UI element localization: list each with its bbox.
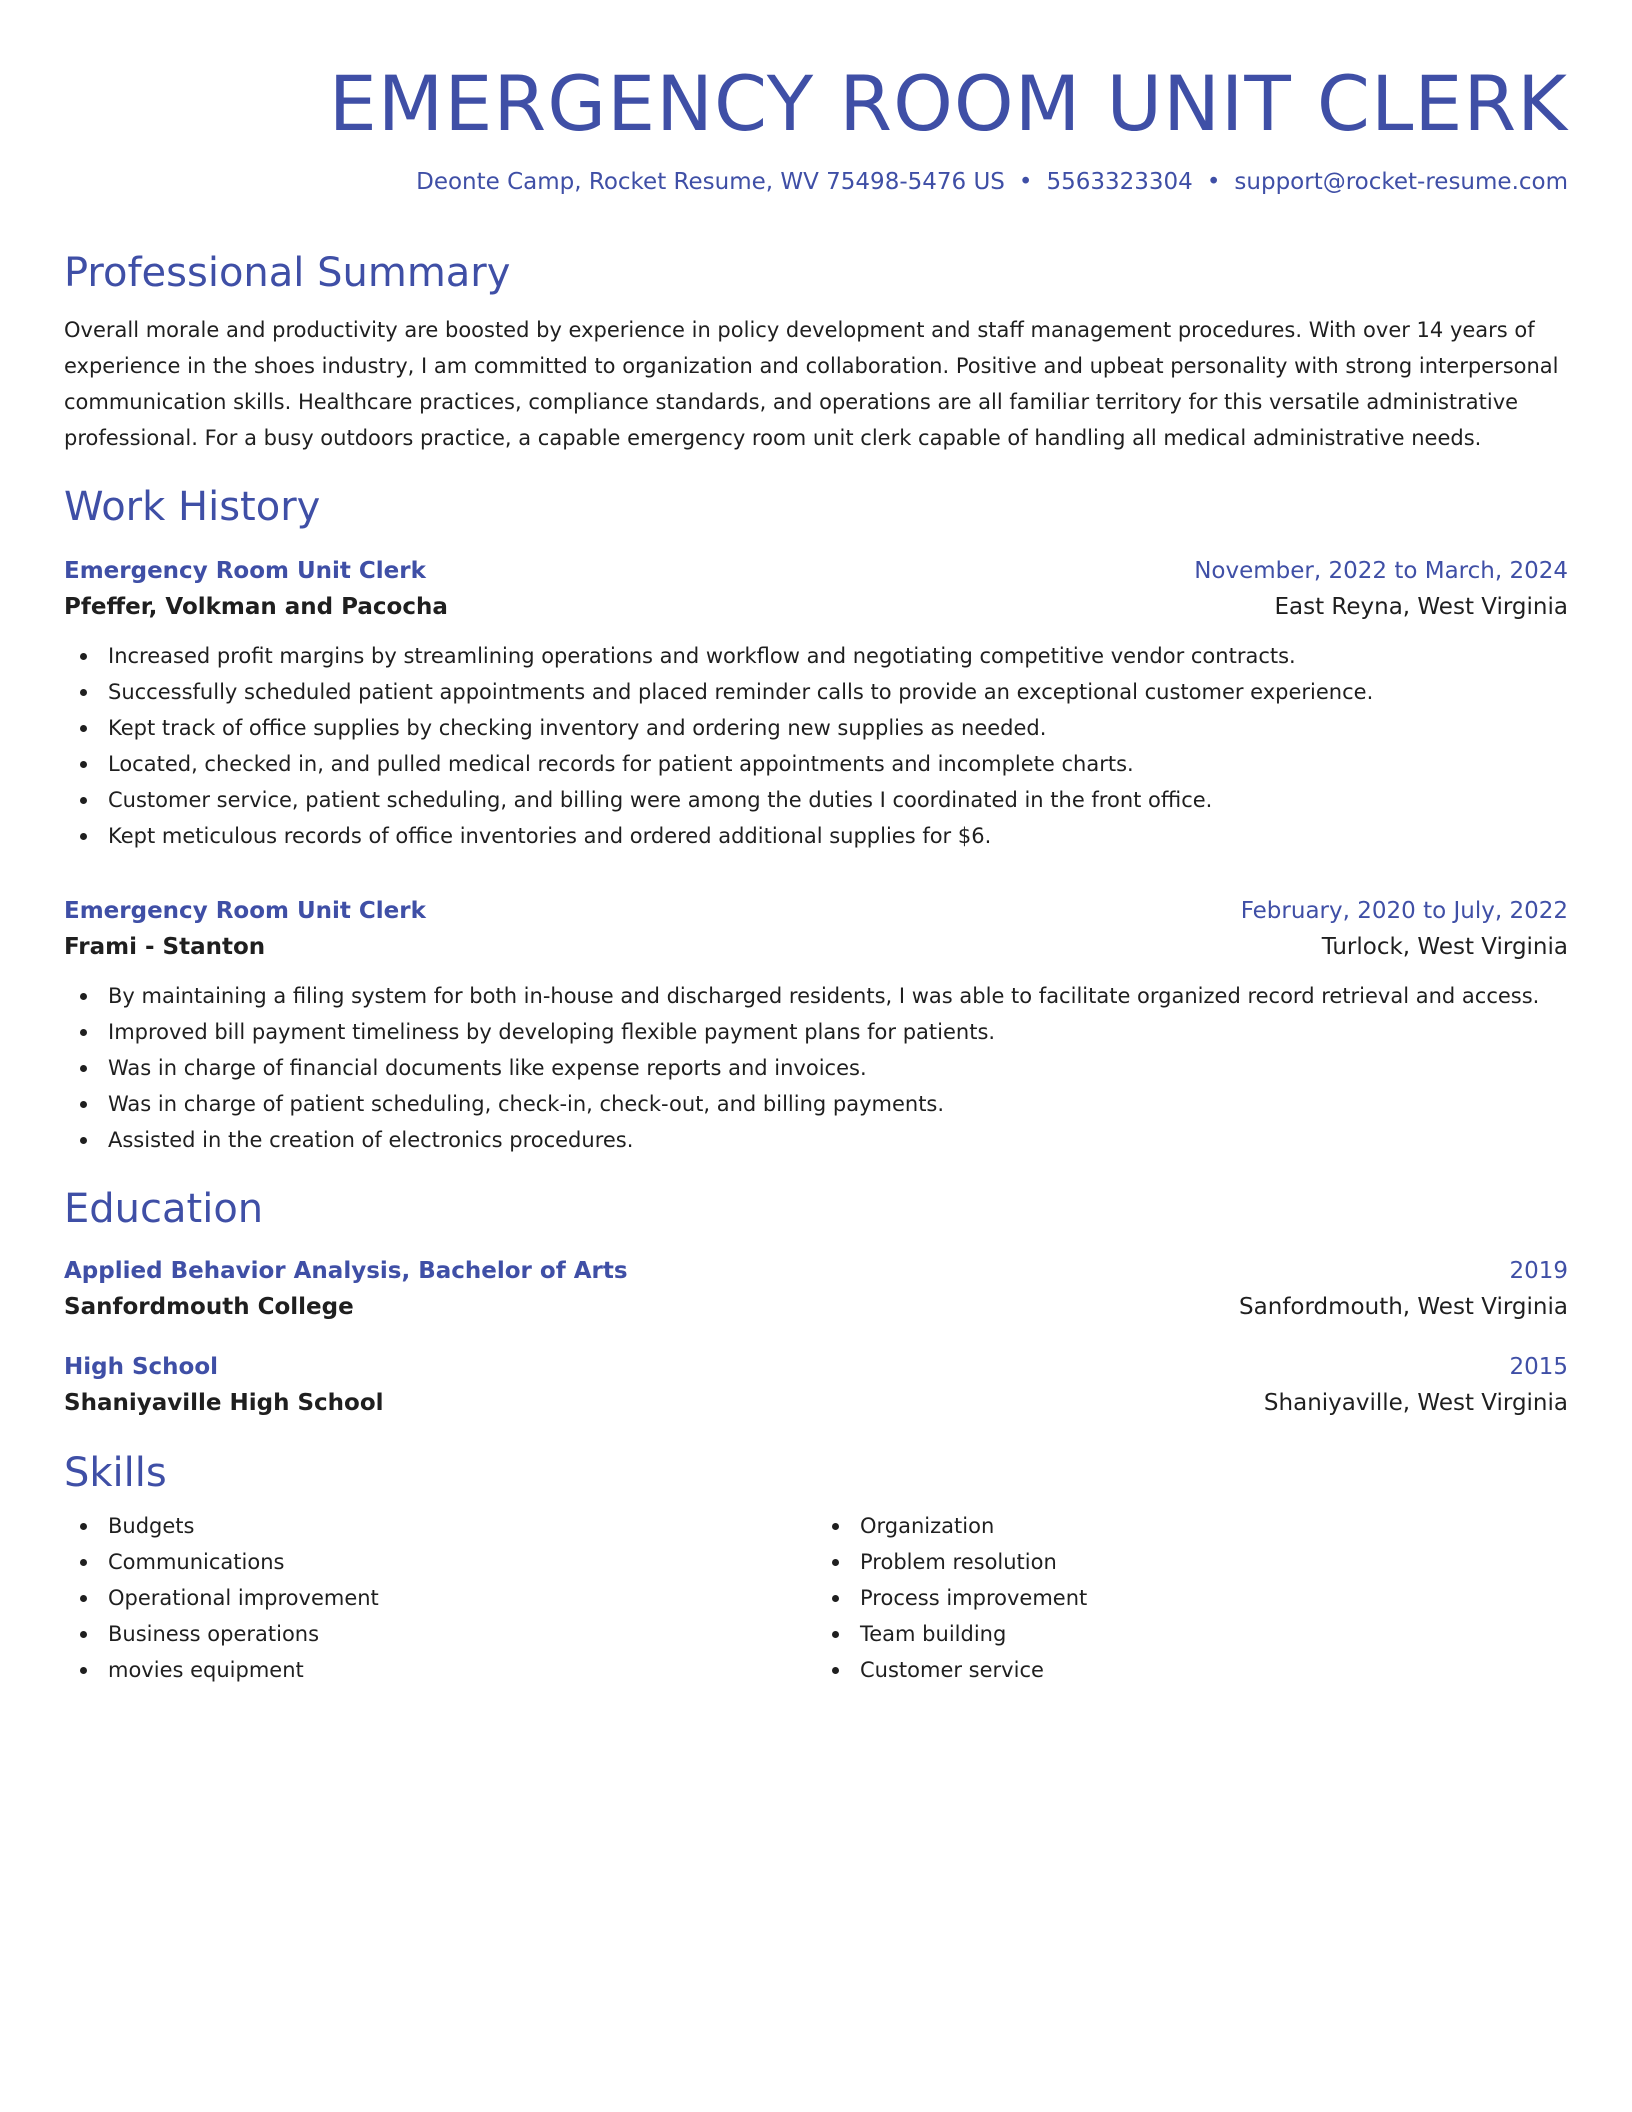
skill-item: Organization [816, 1508, 1568, 1544]
education-entry [64, 1254, 1568, 1326]
job-title: Emergency Room Unit Clerk [64, 558, 426, 584]
skills-column-left [64, 1508, 816, 1688]
education-heading: Education [64, 1186, 264, 1232]
skills-grid [64, 1508, 1568, 1688]
contact-separator: • [1018, 169, 1033, 195]
job-company: Frami - Stanton [64, 934, 266, 960]
resume-header [64, 56, 1568, 198]
contact-line [64, 166, 1568, 198]
contact-phone: 5563323304 [1046, 169, 1193, 195]
job-bullet: Successfully scheduled patient appointments and placed reminder calls to provide an exceptional customer experience. [64, 674, 1568, 710]
contact-email[interactable]: support@rocket-resume.com [1234, 169, 1568, 195]
summary-heading: Professional Summary [64, 250, 511, 296]
job-title: Emergency Room Unit Clerk [64, 898, 426, 924]
job-bullet: Customer service, patient scheduling, and billing were among the duties I coordinated in the front office. [64, 782, 1568, 818]
work-history-heading: Work History [64, 484, 321, 530]
education-entry [64, 1350, 1568, 1422]
skill-item: Process improvement [816, 1580, 1568, 1616]
skill-item: Communications [64, 1544, 816, 1580]
contact-separator: • [1206, 169, 1221, 195]
education-location: Shaniyaville, West Virginia [1263, 1390, 1568, 1416]
job-bullet: Improved bill payment timeliness by developing flexible payment plans for patients. [64, 1014, 1568, 1050]
education-school: Shaniyaville High School [64, 1390, 384, 1416]
resume-title: EMERGENCY ROOM UNIT CLERK [328, 59, 1568, 148]
job-location: Turlock, West Virginia [1321, 934, 1568, 960]
job-bullets [64, 978, 1568, 1158]
skill-item: Customer service [816, 1652, 1568, 1688]
education-degree: Applied Behavior Analysis, Bachelor of Arts [64, 1258, 628, 1284]
job-entry [64, 554, 1568, 854]
skills-column-right [816, 1508, 1568, 1688]
job-bullet: By maintaining a filing system for both in-house and discharged residents, I was able to facilitate organized record retrieval and access. [64, 978, 1568, 1014]
skill-item: Budgets [64, 1508, 816, 1544]
job-company: Pfeffer, Volkman and Pacocha [64, 594, 448, 620]
summary-text: Overall morale and productivity are boosted by experience in policy development and staff management procedures. With over 14 years of experience in the shoes industry, I am committed to organization and collaboration. Positive and upbeat personality with strong interpersonal communication skills. Healthcare practices, compliance standards, and operations are all familiar territory for this versatile administrative professional. For a busy outdoors practice, a capable emergency room unit clerk capable of handling all medical administrative needs. [64, 318, 1559, 450]
education-year: 2015 [1509, 1354, 1568, 1380]
job-dates: November, 2022 to March, 2024 [1194, 558, 1568, 584]
job-bullet: Increased profit margins by streamlining operations and workflow and negotiating competitive vendor contracts. [64, 638, 1568, 674]
skill-item: Business operations [64, 1616, 816, 1652]
job-bullets [64, 638, 1568, 854]
job-bullet: Was in charge of patient scheduling, check-in, check-out, and billing payments. [64, 1086, 1568, 1122]
contact-address: Deonte Camp, Rocket Resume, WV 75498-5476 US [416, 169, 1005, 195]
education-year: 2019 [1509, 1258, 1568, 1284]
skill-item: Team building [816, 1616, 1568, 1652]
job-bullet: Assisted in the creation of electronics procedures. [64, 1122, 1568, 1158]
education-school: Sanfordmouth College [64, 1294, 354, 1320]
education-degree: High School [64, 1354, 219, 1380]
job-bullet: Kept meticulous records of office inventories and ordered additional supplies for $6. [64, 818, 1568, 854]
job-entry [64, 894, 1568, 1158]
job-location: East Reyna, West Virginia [1274, 594, 1568, 620]
education-location: Sanfordmouth, West Virginia [1239, 1294, 1568, 1320]
job-bullet: Was in charge of financial documents like expense reports and invoices. [64, 1050, 1568, 1086]
job-bullet: Located, checked in, and pulled medical records for patient appointments and incomplete charts. [64, 746, 1568, 782]
skills-heading: Skills [64, 1450, 167, 1496]
skill-item: Operational improvement [64, 1580, 816, 1616]
job-bullet: Kept track of office supplies by checking inventory and ordering new supplies as needed. [64, 710, 1568, 746]
skill-item: movies equipment [64, 1652, 816, 1688]
skill-item: Problem resolution [816, 1544, 1568, 1580]
job-dates: February, 2020 to July, 2022 [1240, 898, 1568, 924]
